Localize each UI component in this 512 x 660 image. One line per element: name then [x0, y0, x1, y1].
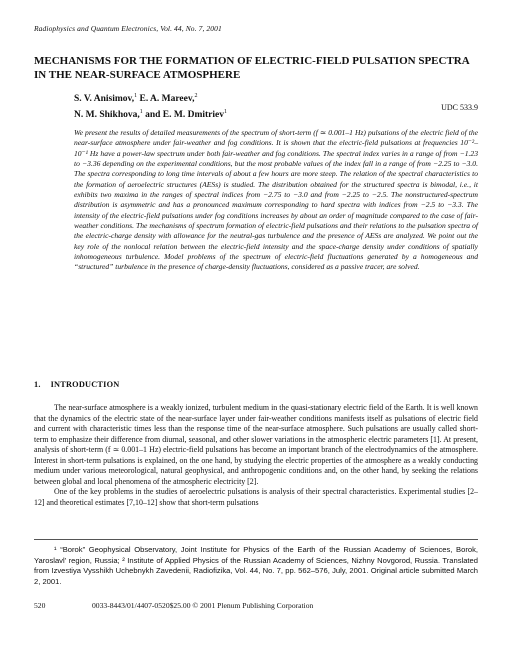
- body-text: [34, 403, 478, 508]
- journal-header: Radiophysics and Quantum Electronics, Vol. 44, No. 7, 2001: [34, 24, 222, 33]
- author-list: [74, 90, 334, 122]
- section-number: 1.: [34, 380, 41, 389]
- paper-title: MECHANISMS FOR THE FORMATION OF ELECTRIC-FIELD PULSATION SPECTRA IN THE NEAR-SURFACE ATMOSPHERE: [34, 55, 470, 81]
- author-name: N. M. Shikhova,: [74, 110, 140, 121]
- section-title: INTRODUCTION: [50, 380, 120, 389]
- author-line-1: [74, 90, 334, 106]
- page-number: 520: [34, 601, 46, 610]
- footnote-divider: [34, 539, 478, 540]
- page-footer: [34, 601, 478, 613]
- abstract: We present the results of detailed measurements of the spectrum of short-term (f ≃ 0.001–1 Hz) pulsations of the electric field of the near-surface atmosphere under fair-weather and fog conditions. It is shown that the electric-field pulsations at frequencies 10⁻²–10⁻¹ Hz have a power-law spectrum under both fair-weather and fog conditions. The spectral index varies in a range of from −1.23 to −3.36 depending on the experimental conditions, but the most probable values of the index fall in a range of from −2.25 to −3.0. The spectra corresponding to long time intervals of about a few hours are more steep. The relation of the spectral characteristics to the formation of aeroelectric structures (AESs) is studied. The distribution obtained for the structured spectra is bimodal, i.e., it exhibits two maxima in the ranges of spectral indices from −2.75 to −3.0 and from −2.25 to −2.5. The nonstructured-spectrum distribution is asymmetric and has a pronounced maximum corresponding to hard spectra with indices from −2.5 to −3.3. The intensity of the electric-field pulsations under fog conditions increases by about an order of magnitude compared to the case of fair-weather conditions. The mechanisms of spectrum formation of electric-field pulsations and their relations to the pulsation spectra of the electric-charge density with allowance for the neutral-gas turbulence and the presence of AESs are analyzed. We point out the key role of the nonlocal relation between the electric-field intensity and the space-charge density under conditions of spatially inhomogeneous turbulence. Model problems of the spectrum of electric-field fluctuations generated by a homogeneous and “structured” turbulence in the presence of charge-density fluctuations, considered as a passive tracer, are solved.: [74, 128, 478, 272]
- affiliation-mark: 2: [194, 93, 198, 99]
- udc-code: UDC 533.9: [441, 103, 478, 112]
- footnote: ¹ “Borok” Geophysical Observatory, Joint Institute for Physics of the Earth of the Russian Academy of Sciences, Borok, Yaroslavl’ region, Russia; ² Institute of Applied Physics of the Russian Academy of Sciences, Nizhny Novgorod, Russia. Translated from Izvestiya Vysshikh Uchebnykh Zavedenii, Radiofizika, Vol. 44, No. 7, pp. 562–576, July, 2001. Original article submitted March 2, 2001.: [34, 545, 478, 586]
- affiliation-mark: 1: [224, 109, 228, 116]
- author-name: and E. M. Dmitriev: [142, 110, 225, 121]
- copyright-line: 0033-8443/01/4407-0520$25.00 © 2001 Plenum Publishing Corporation: [92, 601, 314, 610]
- affiliation-mark: 1: [139, 109, 143, 116]
- affiliation-mark: 1: [134, 93, 138, 99]
- section-heading: [34, 380, 334, 389]
- author-name: E. A. Mareev,: [137, 94, 195, 105]
- paragraph: One of the key problems in the studies of aeroelectric pulsations is analysis of their spectral characteristics. Experimental studies [2–12] and theoretical estimates [7,10–12] show that short-term pulsations: [34, 487, 478, 507]
- author-name: S. V. Anisimov,: [74, 94, 135, 105]
- paragraph: The near-surface atmosphere is a weakly ionized, turbulent medium in the quasi-stationary electric field of the Earth. It is well known that the dynamics of the electric state of the near-surface layer under fair-weather conditions manifests itself as pulsations of electric field and current with characteristic times less than the response time of the near-surface atmosphere. Such pulsations are usually called short-term to emphasize their difference from diurnal, seasonal, and other slower variations in the atmospheric electric parameters [1]. At present, analysis of short-term (f ≃ 0.001–1 Hz) electric-field pulsations has become an important branch of the electrodynamics of the atmosphere. Interest in short-term pulsations is explained, on the one hand, by studying the electric properties of the atmosphere as a weakly conducting medium under various meteorological, natural geophysical, and anthropogenic conditions and, on the other hand, by seeking the relations between global and local phenomena of the atmospheric electricity [2].: [34, 403, 478, 486]
- author-line-2: [74, 106, 334, 122]
